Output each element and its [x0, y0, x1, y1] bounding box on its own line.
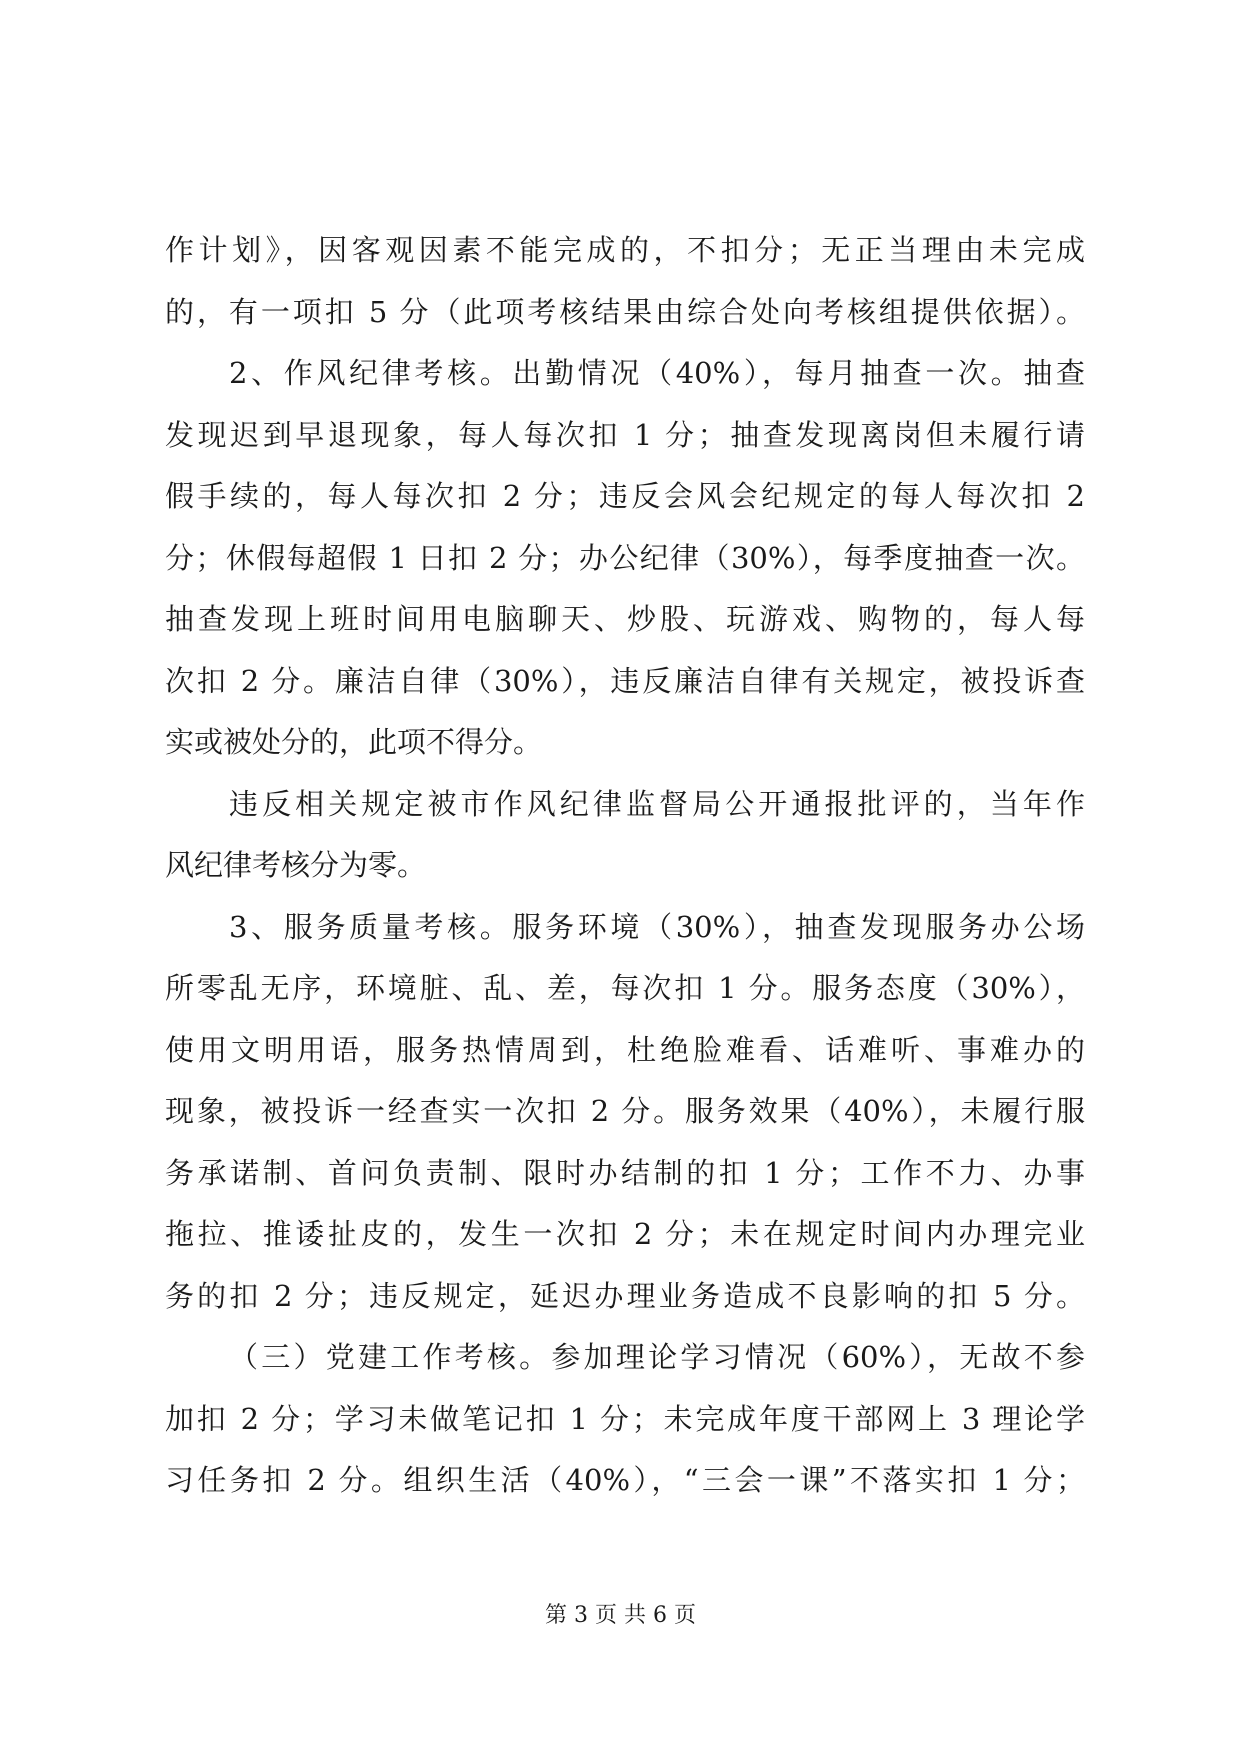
paragraph-discipline-assessment	[165, 355, 1085, 786]
paragraph-service-quality	[165, 909, 1085, 1340]
text-line: 使用文明用语，服务热情周到，杜绝脸难看、话难听、事难办的	[165, 1032, 1085, 1067]
text-line: 抽查发现上班时间用电脑聊天、炒股、玩游戏、购物的，每人每	[165, 602, 1085, 636]
text-line: 作计划》，因客观因素不能完成的，不扣分；无正当理由未完成	[165, 233, 1085, 267]
text-line: 务的扣 2 分；违反规定，延迟办理业务造成不良影响的扣 5 分。	[165, 1278, 1085, 1313]
paragraph-public-criticism	[165, 786, 1085, 909]
text-line: 违反相关规定被市作风纪律监督局公开通报批评的，当年作	[229, 786, 1085, 821]
text-line: 发现迟到早退现象，每人每次扣 1 分；抽查发现离岗但未履行请	[165, 417, 1085, 452]
text-line: 拖拉、推诿扯皮的，发生一次扣 2 分；未在规定时间内办理完业	[165, 1217, 1085, 1251]
text-line: 假手续的，每人每次扣 2 分；违反会风会纪规定的每人每次扣 2	[165, 479, 1085, 513]
text-line: 次扣 2 分。廉洁自律（30%），违反廉洁自律有关规定，被投诉查	[165, 663, 1085, 698]
text-line: 习任务扣 2 分。组织生活（40%），“三会一课”不落实扣 1 分；	[165, 1463, 1085, 1497]
text-line: 风纪律考核分为零。	[165, 848, 427, 882]
text-line: 实或被处分的，此项不得分。	[165, 725, 543, 759]
text-line: 所零乱无序，环境脏、乱、差，每次扣 1 分。服务态度（30%），	[165, 971, 1085, 1005]
text-line: 3、服务质量考核。服务环境（30%），抽查发现服务办公场	[229, 909, 1085, 944]
text-line: 2、作风纪律考核。出勤情况（40%），每月抽查一次。抽查	[229, 356, 1085, 390]
text-line: 加扣 2 分；学习未做笔记扣 1 分；未完成年度干部网上 3 理论学	[165, 1401, 1085, 1436]
text-line: 务承诺制、首问负责制、限时办结制的扣 1 分；工作不力、办事	[165, 1155, 1085, 1190]
document-body	[165, 232, 1085, 1524]
text-line: 现象，被投诉一经查实一次扣 2 分。服务效果（40%），未履行服	[165, 1094, 1085, 1128]
paragraph-continuation	[165, 232, 1085, 355]
text-line: （三）党建工作考核。参加理论学习情况（60%），无故不参	[229, 1340, 1085, 1374]
text-line: 的，有一项扣 5 分（此项考核结果由综合处向考核组提供依据）。	[165, 294, 1085, 329]
page-number-label: 第 3 页 共 6 页	[545, 1603, 696, 1628]
page-footer	[0, 1602, 1241, 1630]
paragraph-party-building	[165, 1339, 1085, 1524]
text-line: 分；休假每超假 1 日扣 2 分；办公纪律（30%），每季度抽查一次。	[165, 540, 1085, 575]
